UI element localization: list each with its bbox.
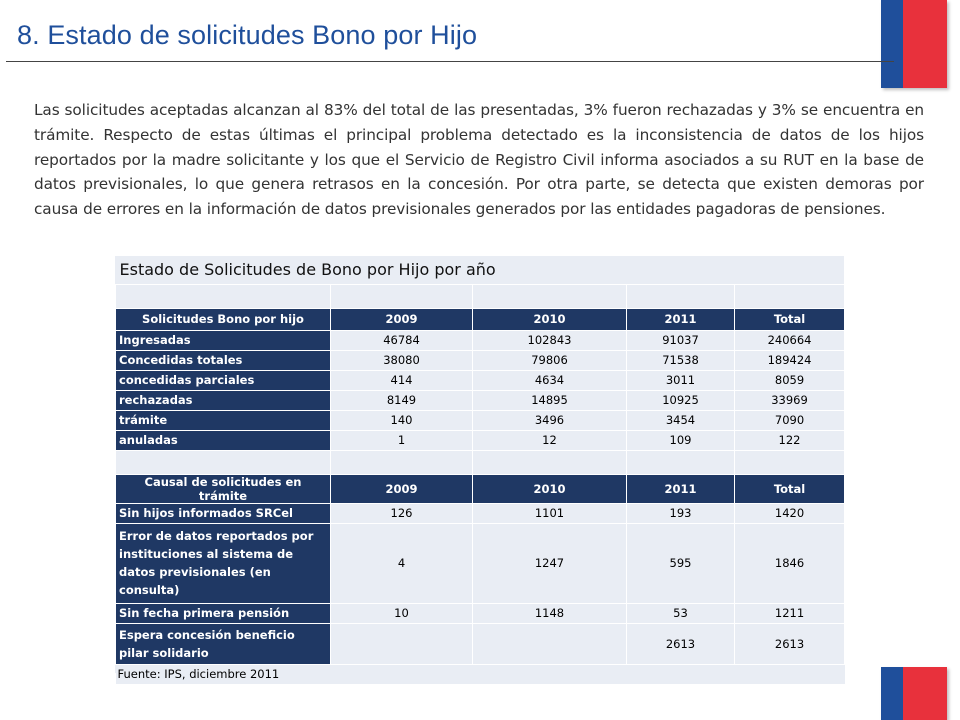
table-row bbox=[116, 330, 845, 350]
cell-2009: 38080 bbox=[331, 350, 473, 370]
row-label: anuladas bbox=[116, 430, 331, 450]
cell-total: 240664 bbox=[735, 330, 845, 350]
requests-table-container bbox=[115, 256, 844, 682]
cell-2010: 3496 bbox=[473, 410, 627, 430]
header-cell: 2010 bbox=[473, 474, 627, 503]
table-row bbox=[116, 623, 845, 664]
table-source: Fuente: IPS, diciembre 2011 bbox=[116, 664, 845, 684]
row-label: concedidas parciales bbox=[116, 370, 331, 390]
row-label: Sin fecha primera pensión bbox=[116, 603, 331, 623]
flag-blue-stripe bbox=[881, 667, 903, 720]
cell-2011: 10925 bbox=[627, 390, 735, 410]
cell-2010: 14895 bbox=[473, 390, 627, 410]
cell-2009: 126 bbox=[331, 503, 473, 523]
cell-2009: 4 bbox=[331, 523, 473, 603]
cell-2011: 2613 bbox=[627, 623, 735, 664]
section2-header-row bbox=[116, 474, 845, 503]
flag-decoration-top bbox=[881, 0, 947, 88]
requests-table bbox=[115, 256, 845, 684]
table-caption: Estado de Solicitudes de Bono por Hijo por año bbox=[119, 260, 496, 280]
table-row bbox=[116, 523, 845, 603]
cell-2010: 4634 bbox=[473, 370, 627, 390]
title-divider bbox=[6, 61, 894, 62]
cell-2010: 1148 bbox=[473, 603, 627, 623]
header-cell: 2011 bbox=[627, 474, 735, 503]
cell-total: 1420 bbox=[735, 503, 845, 523]
table-spacer-row bbox=[116, 284, 845, 308]
cell-2009: 10 bbox=[331, 603, 473, 623]
row-label: rechazadas bbox=[116, 390, 331, 410]
cell-total: 122 bbox=[735, 430, 845, 450]
flag-decoration-bottom bbox=[881, 667, 947, 720]
table-row bbox=[116, 603, 845, 623]
cell-2009 bbox=[331, 623, 473, 664]
row-label: Concedidas totales bbox=[116, 350, 331, 370]
table-spacer-row bbox=[116, 450, 845, 474]
cell-total: 1846 bbox=[735, 523, 845, 603]
cell-total: 1211 bbox=[735, 603, 845, 623]
cell-2011: 193 bbox=[627, 503, 735, 523]
cell-2010: 12 bbox=[473, 430, 627, 450]
cell-total: 189424 bbox=[735, 350, 845, 370]
cell-total: 2613 bbox=[735, 623, 845, 664]
cell-2011: 595 bbox=[627, 523, 735, 603]
header-cell: Solicitudes Bono por hijo bbox=[116, 308, 331, 330]
cell-total: 7090 bbox=[735, 410, 845, 430]
table-row bbox=[116, 503, 845, 523]
cell-2010: 102843 bbox=[473, 330, 627, 350]
cell-2010: 1101 bbox=[473, 503, 627, 523]
table-row bbox=[116, 370, 845, 390]
header-cell: 2010 bbox=[473, 308, 627, 330]
flag-red-stripe bbox=[903, 667, 947, 720]
table-source-row bbox=[116, 664, 845, 684]
table-row bbox=[116, 350, 845, 370]
cell-2009: 414 bbox=[331, 370, 473, 390]
cell-2011: 71538 bbox=[627, 350, 735, 370]
row-label: Error de datos reportados por instituciones al sistema de datos previsionales (en consulta) bbox=[116, 523, 331, 603]
cell-2011: 3011 bbox=[627, 370, 735, 390]
header-cell: Total bbox=[735, 308, 845, 330]
flag-blue-stripe bbox=[881, 0, 903, 88]
cell-total: 33969 bbox=[735, 390, 845, 410]
cell-2009: 8149 bbox=[331, 390, 473, 410]
cell-2010: 1247 bbox=[473, 523, 627, 603]
header-cell: 2011 bbox=[627, 308, 735, 330]
header-cell: Total bbox=[735, 474, 845, 503]
section1-header-row bbox=[116, 308, 845, 330]
row-label: Ingresadas bbox=[116, 330, 331, 350]
table-row bbox=[116, 390, 845, 410]
table-row bbox=[116, 430, 845, 450]
cell-2009: 46784 bbox=[331, 330, 473, 350]
table-row bbox=[116, 410, 845, 430]
cell-2010 bbox=[473, 623, 627, 664]
cell-2011: 53 bbox=[627, 603, 735, 623]
body-paragraph: Las solicitudes aceptadas alcanzan al 83% del total de las presentadas, 3% fueron rechazadas y 3% se encuentra en trámite. Respecto de estas últimas el principal problema detectado es la inconsistencia de datos de los hijos reportados por la madre solicitante y los que el Servicio de Registro Civil informa asociados a su RUT en la base de datos previsionales, lo que genera retrasos en la concesión. Por otra parte, se detecta que existen demoras por causa de errores en la información de datos previsionales generados por las entidades pagadoras de pensiones. bbox=[34, 101, 924, 219]
cell-2010: 79806 bbox=[473, 350, 627, 370]
row-label: Sin hijos informados SRCel bbox=[116, 503, 331, 523]
cell-total: 8059 bbox=[735, 370, 845, 390]
table-caption-row bbox=[116, 256, 845, 284]
cell-2009: 140 bbox=[331, 410, 473, 430]
cell-2011: 91037 bbox=[627, 330, 735, 350]
row-label: Espera concesión beneficio pilar solidario bbox=[116, 623, 331, 664]
header-cell: 2009 bbox=[331, 474, 473, 503]
row-label: trámite bbox=[116, 410, 331, 430]
cell-2009: 1 bbox=[331, 430, 473, 450]
flag-red-stripe bbox=[903, 0, 947, 88]
header-cell: 2009 bbox=[331, 308, 473, 330]
page-title: 8. Estado de solicitudes Bono por Hijo bbox=[17, 20, 478, 50]
header-cell: Causal de solicitudes en trámite bbox=[116, 474, 331, 503]
cell-2011: 3454 bbox=[627, 410, 735, 430]
cell-2011: 109 bbox=[627, 430, 735, 450]
